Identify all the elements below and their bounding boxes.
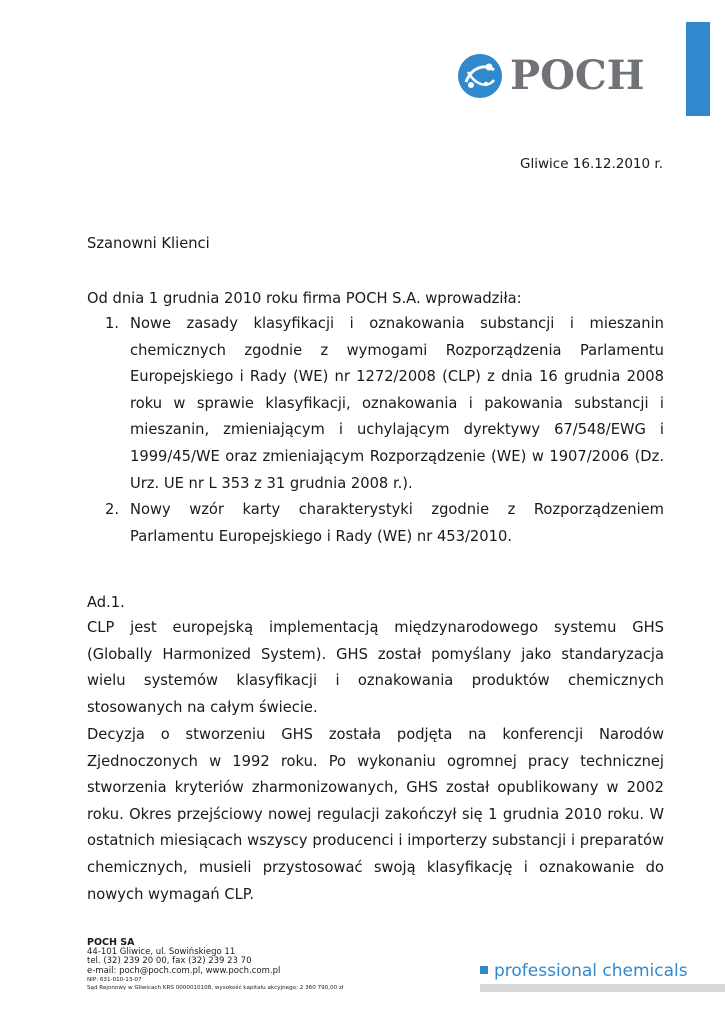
footer-contact [87,938,387,992]
list-item-text: Nowe zasady klasyfikacji i oznakowania substancji i mieszanin chemicznych zgodnie z wymogami Rozporządzenia Parlamentu Europejskiego i Rady (WE) nr 1272/2008 (CLP) z dnia 16 grudnia 2008 roku w sprawie klasyfikacji, oznakowania i pakowania substancji i mieszanin, zmieniającym i uchylającym dyrektywy 67/548/EWG i 1999/45/WE oraz zmieniającym Rozporządzenie (WE) w 1907/2006 (Dz. Urz. UE nr L 353 z 31 grudnia 2008 r.). [130,315,664,492]
section-heading: Ad.1. [87,594,125,611]
footer-phone: tel. (32) 239 20 00, fax (32) 239 23 70 [87,956,252,967]
list-item [87,497,664,550]
footer-company-name: POCH SA [87,937,135,948]
footer-tagline [480,961,688,981]
letter-date: Gliwice 16.12.2010 r. [520,156,663,172]
footer-gray-band [480,984,725,992]
poch-logo [456,48,666,108]
footer-nip: NIP: 631-010-13-07 [87,977,142,984]
list-item-text: Nowy wzór karty charakterystyki zgodnie z Rozporządzeniem Parlamentu Europejskiego i Rady (WE) nr 453/2010. [130,501,664,545]
numbered-list [87,311,664,550]
paragraph-ghs-history: Decyzja o stworzeniu GHS została podjęta na konferencji Narodów Zjednoczonych w 1992 roku. Po wykonaniu ogromnej pracy technicznej stworzenia kryteriów zharmonizowanych, GHS został opublikowany w 2002 roku. Okres przejściowy nowej regulacji zakończył się 1 grudnia 2010 roku. W ostatnich miesiącach wszyscy producenci i importerzy substancji i preparatów chemicznych, musieli przystosować swoją klasyfikację i oznakowanie do nowych wymagań CLP. [87,726,664,903]
salutation: Szanowni Klienci [87,235,210,252]
brand-color-bar [686,22,710,116]
footer-address: 44-101 Gliwice, ul. Sowińskiego 11 [87,946,236,957]
logo-wordmark: POCH [510,52,645,99]
intro-sentence: Od dnia 1 grudnia 2010 roku firma POCH S.A. wprowadziła: [87,290,522,307]
paragraph-clp: CLP jest europejską implementacją międzynarodowego systemu GHS (Globally Harmonized System). GHS został pomyślany jako standaryzacja wielu systemów klasyfikacji i oznakowania produktów chemicznych stosowanych na całym świecie. [87,619,664,716]
footer-court-registry: Sąd Rejonowy w Gliwicach KRS 0000010108, wysokość kapitału akcyjnego: 2 360 790,00 zł [87,985,344,992]
list-item-number: 2. [105,501,120,519]
tagline-text: professional chemicals [494,961,688,981]
square-bullet-icon [480,966,488,974]
logo-emblem-icon [456,52,504,100]
list-item-number: 1. [105,315,120,332]
list-item [87,311,664,497]
footer-email: e-mail: poch@poch.com.pl, www.poch.com.pl [87,965,281,976]
